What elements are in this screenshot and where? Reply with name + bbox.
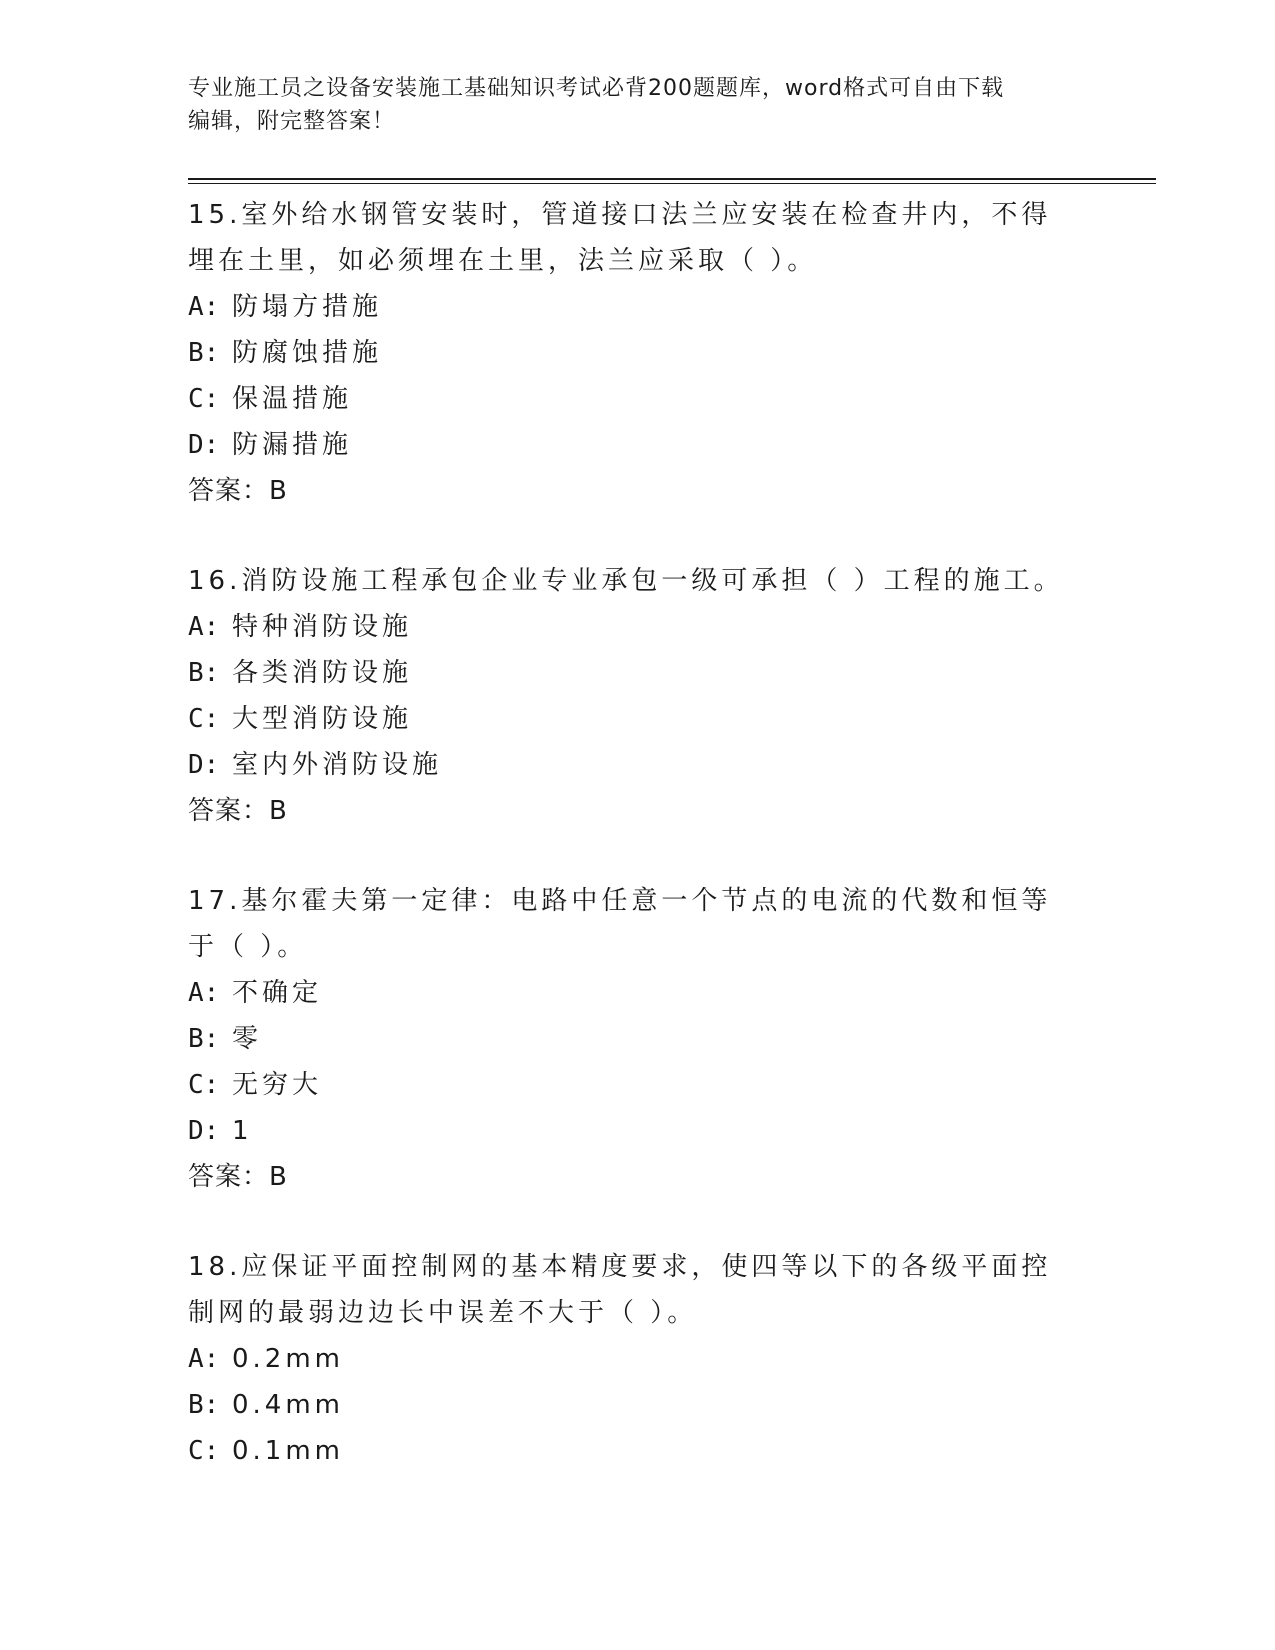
- answer-line: 答案：B: [188, 1162, 288, 1192]
- answer-line: 答案：B: [188, 796, 288, 826]
- option-text: 0.4mm: [232, 1390, 345, 1420]
- header-divider-thin: [188, 183, 1156, 184]
- option-d: [188, 1108, 1088, 1154]
- option-letter: C:: [188, 1436, 220, 1466]
- option-a: [188, 1336, 1088, 1382]
- option-text: 0.1mm: [232, 1436, 345, 1466]
- option-b: [188, 330, 1088, 376]
- option-letter: B:: [188, 1024, 220, 1054]
- option-text: 无穷大: [232, 1070, 323, 1100]
- option-text: 1: [232, 1116, 253, 1146]
- question-18: [188, 1244, 1088, 1474]
- question-text: 18.应保证平面控制网的基本精度要求，使四等以下的各级平面控制网的最弱边边长中误差不大于（ ）。: [188, 1252, 1052, 1328]
- option-text: 室内外消防设施: [232, 750, 443, 780]
- option-c: [188, 376, 1088, 422]
- option-text: 大型消防设施: [232, 704, 413, 734]
- option-letter: C:: [188, 1070, 220, 1100]
- option-d: [188, 422, 1088, 468]
- option-text: 零: [232, 1024, 263, 1054]
- option-a: [188, 604, 1088, 650]
- option-c: [188, 696, 1088, 742]
- option-letter: A:: [188, 612, 220, 642]
- option-letter: C:: [188, 704, 220, 734]
- option-b: [188, 1382, 1088, 1428]
- option-letter: D:: [188, 750, 220, 780]
- option-c: [188, 1428, 1088, 1474]
- option-b: [188, 650, 1088, 696]
- option-text: 防塌方措施: [232, 292, 383, 322]
- option-text: 特种消防设施: [232, 612, 413, 642]
- option-text: 0.2mm: [232, 1344, 345, 1374]
- option-letter: A:: [188, 292, 220, 322]
- option-letter: B:: [188, 1390, 220, 1420]
- header-line-2: 编辑，附完整答案！: [188, 109, 396, 134]
- option-letter: D:: [188, 430, 220, 460]
- option-text: 不确定: [232, 978, 323, 1008]
- header-divider-thick: [188, 178, 1156, 180]
- option-text: 防漏措施: [232, 430, 353, 460]
- option-text: 防腐蚀措施: [232, 338, 383, 368]
- option-text: 各类消防设施: [232, 658, 413, 688]
- question-16: [188, 558, 1088, 834]
- option-d: [188, 742, 1088, 788]
- question-text: 17.基尔霍夫第一定律：电路中任意一个节点的电流的代数和恒等于（ ）。: [188, 886, 1052, 962]
- option-letter: C:: [188, 384, 220, 414]
- answer-line: 答案：B: [188, 476, 288, 506]
- option-a: [188, 970, 1088, 1016]
- question-list: [188, 192, 1088, 1518]
- question-17: [188, 878, 1088, 1200]
- option-c: [188, 1062, 1088, 1108]
- option-a: [188, 284, 1088, 330]
- option-letter: A:: [188, 1344, 220, 1374]
- option-b: [188, 1016, 1088, 1062]
- option-letter: B:: [188, 658, 220, 688]
- option-letter: A:: [188, 978, 220, 1008]
- option-text: 保温措施: [232, 384, 353, 414]
- header-line-1: 专业施工员之设备安装施工基础知识考试必背200题题库，word格式可自由下载: [188, 76, 1005, 101]
- question-15: [188, 192, 1088, 514]
- option-letter: B:: [188, 338, 220, 368]
- question-text: 16.消防设施工程承包企业专业承包一级可承担（ ）工程的施工。: [188, 566, 1064, 596]
- option-letter: D:: [188, 1116, 220, 1146]
- question-text: 15.室外给水钢管安装时，管道接口法兰应安装在检查井内，不得埋在土里，如必须埋在土里，法兰应采取（ ）。: [188, 200, 1052, 276]
- document-header: [188, 72, 1068, 138]
